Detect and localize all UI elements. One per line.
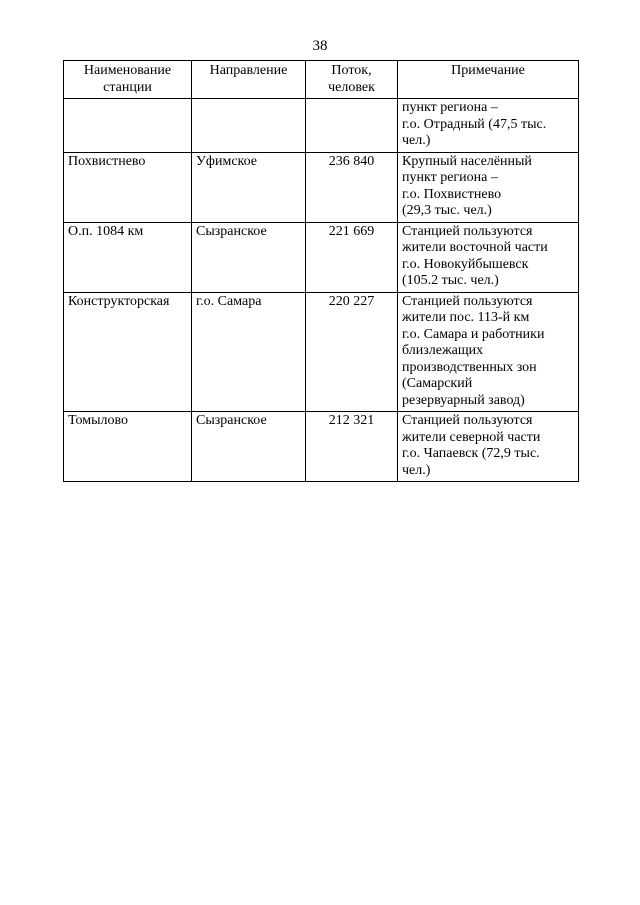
note-line: пункт региона – [402,100,498,115]
station-cell [64,99,192,153]
note-line: резервуарный завод) [402,392,525,408]
note-cell [398,412,579,482]
direction-cell: г.о. Самара [192,292,306,412]
table-header-row [64,61,579,99]
note-line: г.о. Отрадный (47,5 тыс. [402,116,547,132]
note-line: г.о. Новокуйбышевск [402,256,529,272]
table-row [64,99,579,153]
note-line: чел.) [402,133,431,148]
header-station-line: Наименование [83,63,172,78]
flow-cell: 212 321 [306,412,398,482]
note-line: г.о. Самара и работники [402,326,545,342]
header-flow-line: человек [328,79,375,95]
header-note [398,61,579,99]
station-cell: Похвистнево [64,152,192,222]
stations-table [63,60,579,482]
note-line: жители восточной части [402,240,548,255]
flow-cell: 221 669 [306,222,398,292]
header-note-line: Примечание [451,63,525,78]
note-line: (29,3 тыс. чел.) [402,203,492,218]
direction-cell: Уфимское [192,152,306,222]
note-line: пункт региона – [402,170,498,185]
note-cell [398,222,579,292]
note-line: Станцией пользуются [402,293,533,309]
page-number: 38 [312,38,328,54]
flow-cell: 236 840 [306,152,398,222]
header-flow-line: Поток, [331,63,372,78]
note-line: близлежащих [402,343,484,358]
note-line: производственных зон [402,359,537,375]
note-cell [398,292,579,412]
header-station [64,61,192,99]
note-line: (105.2 тыс. чел.) [402,273,499,288]
table-row [64,222,579,292]
note-line: жители пос. 113-й км [402,310,530,325]
table-row [64,412,579,482]
note-line: Крупный населённый [402,153,532,169]
table-row [64,292,579,412]
station-cell: Конструкторская [64,292,192,412]
note-line: г.о. Чапаевск (72,9 тыс. [402,446,540,461]
station-cell: Томылово [64,412,192,482]
note-cell [398,99,579,153]
direction-cell [192,99,306,153]
note-line: чел.) [402,462,431,478]
header-station-line: станции [103,79,152,95]
table-row [64,152,579,222]
note-line: Станцией пользуются [402,413,533,428]
header-direction-line: Направление [209,63,288,78]
header-flow [306,61,398,99]
note-line: (Самарский [402,376,473,391]
direction-cell: Сызранское [192,222,306,292]
note-line: г.о. Похвистнево [402,186,502,202]
direction-cell: Сызранское [192,412,306,482]
note-line: Станцией пользуются [402,223,533,239]
station-cell: О.п. 1084 км [64,222,192,292]
flow-cell [306,99,398,153]
note-line: жители северной части [402,429,541,445]
flow-cell: 220 227 [306,292,398,412]
note-cell [398,152,579,222]
header-direction [192,61,306,99]
